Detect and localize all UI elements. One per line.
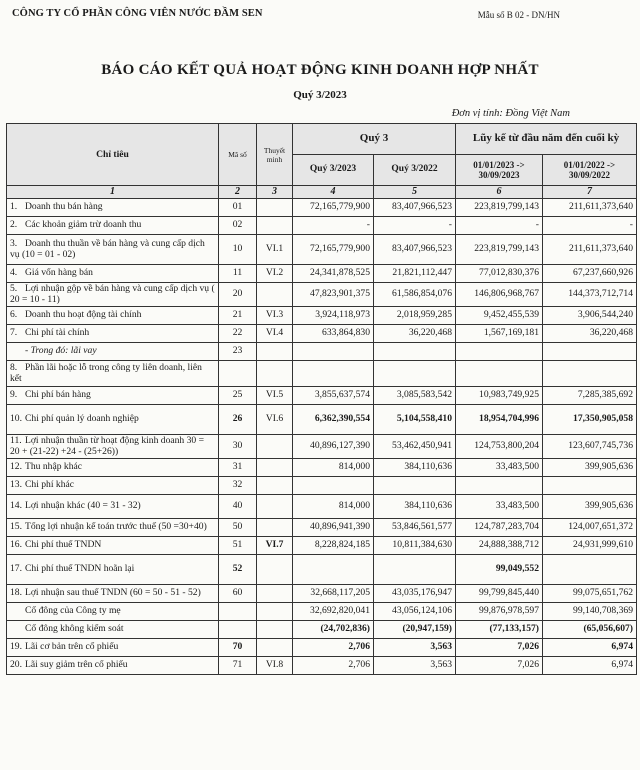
row-ytd-prior: 99,140,708,369 — [543, 602, 637, 620]
row-ytd-current: 33,483,500 — [456, 458, 543, 476]
table-row — [7, 306, 637, 324]
row-label: Lãi suy giảm trên cổ phiếu — [25, 659, 128, 671]
row-q-prior: 43,035,176,947 — [374, 584, 456, 602]
row-number: 12. — [10, 461, 22, 473]
row-indicator — [7, 434, 219, 458]
row-label: Lợi nhuận khác (40 = 31 - 32) — [25, 500, 141, 512]
row-code: 30 — [219, 434, 257, 458]
row-ytd-prior: 7,285,385,692 — [543, 386, 637, 404]
report-period: Quý 3/2023 — [293, 89, 347, 101]
row-note — [257, 638, 293, 656]
row-label: Tổng lợi nhuận kế toán trước thuế (50 =30+40) — [25, 521, 207, 533]
row-note — [257, 602, 293, 620]
row-ytd-current: 124,753,800,204 — [456, 434, 543, 458]
income-statement-table — [6, 123, 637, 675]
row-q-current: 32,692,820,041 — [293, 602, 374, 620]
row-q-prior: 384,110,636 — [374, 494, 456, 518]
row-ytd-current: (77,133,157) — [456, 620, 543, 638]
row-ytd-current: 7,026 — [456, 656, 543, 674]
row-ytd-current: 77,012,830,376 — [456, 264, 543, 282]
row-q-prior — [374, 342, 456, 360]
row-indicator — [7, 602, 219, 620]
row-indicator — [7, 386, 219, 404]
row-note — [257, 458, 293, 476]
row-ytd-current: 18,954,704,996 — [456, 404, 543, 434]
row-number: 14. — [10, 500, 22, 512]
row-label: Chi phí khác — [25, 479, 75, 491]
header-note: Thuyết minh — [257, 124, 293, 186]
row-ytd-prior: 399,905,636 — [543, 494, 637, 518]
header-q-current: Quý 3/2023 — [293, 155, 374, 186]
row-indicator — [7, 216, 219, 234]
table-row — [7, 458, 637, 476]
row-note — [257, 584, 293, 602]
row-indicator — [7, 620, 219, 638]
row-number: 5. — [10, 282, 18, 294]
row-q-prior: 10,811,384,630 — [374, 536, 456, 554]
row-label: Các khoản giảm trừ doanh thu — [25, 219, 142, 231]
row-label: - Trong đó: lãi vay — [25, 345, 97, 357]
row-code: 02 — [219, 216, 257, 234]
row-q-prior: 53,846,561,577 — [374, 518, 456, 536]
row-note — [257, 282, 293, 306]
row-label: Doanh thu thuần về bán hàng và cung cấp dịch vụ (10 = 01 - 02) — [10, 237, 205, 260]
row-q-prior: 61,586,854,076 — [374, 282, 456, 306]
row-note — [257, 554, 293, 584]
row-ytd-prior: - — [543, 216, 637, 234]
row-indicator — [7, 264, 219, 282]
table-row — [7, 404, 637, 434]
row-note — [257, 476, 293, 494]
row-number: 10. — [10, 413, 22, 425]
row-label: Lợi nhuận sau thuế TNDN (60 = 50 - 51 - 52) — [25, 587, 201, 599]
row-ytd-prior: 17,350,905,058 — [543, 404, 637, 434]
row-q-current — [293, 476, 374, 494]
row-label: Giá vốn hàng bán — [25, 267, 93, 279]
table-row — [7, 434, 637, 458]
row-note — [257, 620, 293, 638]
row-ytd-prior: (65,056,607) — [543, 620, 637, 638]
row-ytd-current: 223,819,799,143 — [456, 198, 543, 216]
row-q-current: - — [293, 216, 374, 234]
row-indicator — [7, 536, 219, 554]
row-number: 18. — [10, 587, 22, 599]
table-row — [7, 360, 637, 386]
row-ytd-prior: 123,607,745,736 — [543, 434, 637, 458]
table-row — [7, 536, 637, 554]
row-indicator — [7, 404, 219, 434]
row-q-current: 24,341,878,525 — [293, 264, 374, 282]
row-code — [219, 620, 257, 638]
row-note: VI.1 — [257, 234, 293, 264]
col-number: 4 — [293, 186, 374, 199]
row-label: Doanh thu bán hàng — [25, 201, 103, 213]
row-q-prior: (20,947,159) — [374, 620, 456, 638]
row-note — [257, 360, 293, 386]
row-ytd-current: 146,806,968,767 — [456, 282, 543, 306]
row-note: VI.6 — [257, 404, 293, 434]
report-title: BÁO CÁO KẾT QUẢ HOẠT ĐỘNG KINH DOANH HỢP NHẤT — [101, 62, 539, 78]
row-ytd-current — [456, 476, 543, 494]
table-row — [7, 324, 637, 342]
row-code: 60 — [219, 584, 257, 602]
row-code: 20 — [219, 282, 257, 306]
row-ytd-prior: 24,931,999,610 — [543, 536, 637, 554]
table-row — [7, 638, 637, 656]
row-code: 51 — [219, 536, 257, 554]
row-code: 31 — [219, 458, 257, 476]
row-q-current: 72,165,779,900 — [293, 198, 374, 216]
row-label: Cổ đông không kiểm soát — [25, 623, 124, 635]
row-number: 11. — [10, 434, 22, 446]
row-code: 70 — [219, 638, 257, 656]
row-label: Doanh thu hoạt động tài chính — [25, 309, 142, 321]
row-code: 52 — [219, 554, 257, 584]
row-ytd-current: 33,483,500 — [456, 494, 543, 518]
table-row — [7, 282, 637, 306]
row-number: 19. — [10, 641, 22, 653]
header-ytd-current: 01/01/2023 -> 30/09/2023 — [456, 155, 543, 186]
row-label: Phần lãi hoặc lỗ trong công ty liên doanh, liên kết — [10, 361, 202, 384]
row-q-current: 633,864,830 — [293, 324, 374, 342]
row-number: 17. — [10, 563, 22, 575]
row-number: 13. — [10, 479, 22, 491]
row-ytd-prior: 3,906,544,240 — [543, 306, 637, 324]
row-code: 22 — [219, 324, 257, 342]
row-q-current: 6,362,390,554 — [293, 404, 374, 434]
row-indicator — [7, 554, 219, 584]
row-ytd-prior: 67,237,660,926 — [543, 264, 637, 282]
row-q-current: 40,896,127,390 — [293, 434, 374, 458]
row-indicator — [7, 656, 219, 674]
row-label: Lãi cơ bản trên cổ phiếu — [25, 641, 119, 653]
row-number: 16. — [10, 539, 22, 551]
row-indicator — [7, 282, 219, 306]
row-q-prior: 83,407,966,523 — [374, 234, 456, 264]
row-note — [257, 518, 293, 536]
row-indicator — [7, 324, 219, 342]
row-number: 20. — [10, 659, 22, 671]
row-q-current: 814,000 — [293, 494, 374, 518]
row-indicator — [7, 494, 219, 518]
row-note — [257, 342, 293, 360]
col-number: 5 — [374, 186, 456, 199]
row-indicator — [7, 458, 219, 476]
row-q-prior: - — [374, 216, 456, 234]
row-code: 25 — [219, 386, 257, 404]
row-ytd-current: - — [456, 216, 543, 234]
row-code: 21 — [219, 306, 257, 324]
table-row — [7, 198, 637, 216]
row-number: 6. — [10, 309, 18, 321]
row-q-prior: 3,563 — [374, 638, 456, 656]
row-q-prior — [374, 360, 456, 386]
row-label: Chi phí thuế TNDN hoãn lại — [25, 563, 135, 575]
row-indicator — [7, 476, 219, 494]
row-ytd-current: 99,799,845,440 — [456, 584, 543, 602]
col-number: 1 — [7, 186, 219, 199]
table-row — [7, 386, 637, 404]
row-ytd-prior: 99,075,651,762 — [543, 584, 637, 602]
row-indicator — [7, 518, 219, 536]
table-row — [7, 494, 637, 518]
row-ytd-current: 1,567,169,181 — [456, 324, 543, 342]
row-note: VI.7 — [257, 536, 293, 554]
row-ytd-prior — [543, 342, 637, 360]
row-q-prior — [374, 476, 456, 494]
row-q-current — [293, 342, 374, 360]
row-q-current: 2,706 — [293, 656, 374, 674]
row-ytd-prior: 211,611,373,640 — [543, 234, 637, 264]
row-number: 3. — [10, 237, 18, 249]
row-code — [219, 360, 257, 386]
row-number: 8. — [10, 361, 18, 373]
row-ytd-current — [456, 342, 543, 360]
row-number: 15. — [10, 521, 22, 533]
table-row — [7, 656, 637, 674]
row-q-prior: 384,110,636 — [374, 458, 456, 476]
row-q-prior: 83,407,966,523 — [374, 198, 456, 216]
table-row — [7, 342, 637, 360]
row-indicator — [7, 360, 219, 386]
row-q-current: 3,855,637,574 — [293, 386, 374, 404]
header-code: Mã số — [219, 124, 257, 186]
row-q-prior: 36,220,468 — [374, 324, 456, 342]
row-ytd-current: 99,049,552 — [456, 554, 543, 584]
row-label: Lợi nhuận thuần từ hoạt động kinh doanh 30 = 20 + (21-22) +24 - (25+26)) — [10, 434, 205, 457]
row-q-prior: 5,104,558,410 — [374, 404, 456, 434]
row-indicator — [7, 234, 219, 264]
row-ytd-current: 99,876,978,597 — [456, 602, 543, 620]
form-number: Mẫu số B 02 - DN/HN — [477, 10, 560, 20]
row-ytd-current: 9,452,455,539 — [456, 306, 543, 324]
row-ytd-prior — [543, 554, 637, 584]
table-row — [7, 264, 637, 282]
row-ytd-prior — [543, 476, 637, 494]
row-q-current — [293, 360, 374, 386]
row-code: 01 — [219, 198, 257, 216]
row-code: 71 — [219, 656, 257, 674]
row-code: 10 — [219, 234, 257, 264]
row-indicator — [7, 584, 219, 602]
row-q-current: 2,706 — [293, 638, 374, 656]
row-label: Thu nhập khác — [25, 461, 83, 473]
col-number: 7 — [543, 186, 637, 199]
row-note: VI.4 — [257, 324, 293, 342]
row-label: Chi phí quản lý doanh nghiệp — [25, 413, 139, 425]
row-number: 7. — [10, 327, 18, 339]
row-ytd-current: 24,888,388,712 — [456, 536, 543, 554]
row-ytd-prior: 144,373,712,714 — [543, 282, 637, 306]
row-number: 4. — [10, 267, 18, 279]
row-label: Chi phí tài chính — [25, 327, 90, 339]
row-ytd-prior: 124,007,651,372 — [543, 518, 637, 536]
currency-unit: Đơn vị tính: Đồng Việt Nam — [451, 108, 570, 119]
row-note — [257, 198, 293, 216]
row-ytd-prior: 6,974 — [543, 638, 637, 656]
row-q-prior: 43,056,124,106 — [374, 602, 456, 620]
table-row — [7, 518, 637, 536]
row-q-current: 40,896,941,390 — [293, 518, 374, 536]
row-label: Cổ đông của Công ty mẹ — [25, 605, 121, 617]
row-note: VI.8 — [257, 656, 293, 674]
table-row — [7, 584, 637, 602]
row-q-prior: 53,462,450,941 — [374, 434, 456, 458]
row-indicator — [7, 638, 219, 656]
row-q-prior: 21,821,112,447 — [374, 264, 456, 282]
header-ytd-prior: 01/01/2022 -> 30/09/2022 — [543, 155, 637, 186]
header-ytd: Lũy kế từ đầu năm đến cuối kỳ — [456, 124, 637, 155]
row-note: VI.2 — [257, 264, 293, 282]
row-q-prior: 3,085,583,542 — [374, 386, 456, 404]
row-code: 40 — [219, 494, 257, 518]
row-label: Chi phí thuế TNDN — [25, 539, 102, 551]
row-code: 50 — [219, 518, 257, 536]
table-row — [7, 620, 637, 638]
row-number: 2. — [10, 219, 18, 231]
col-number: 2 — [219, 186, 257, 199]
row-q-current: 32,668,117,205 — [293, 584, 374, 602]
row-ytd-prior: 399,905,636 — [543, 458, 637, 476]
row-ytd-prior — [543, 360, 637, 386]
row-ytd-prior: 6,974 — [543, 656, 637, 674]
row-q-prior — [374, 554, 456, 584]
header-q-prior: Quý 3/2022 — [374, 155, 456, 186]
row-ytd-current: 223,819,799,143 — [456, 234, 543, 264]
row-q-current: 3,924,118,973 — [293, 306, 374, 324]
row-q-current — [293, 554, 374, 584]
row-code — [219, 602, 257, 620]
table-row — [7, 216, 637, 234]
header-quarter: Quý 3 — [293, 124, 456, 155]
row-q-prior: 3,563 — [374, 656, 456, 674]
col-number: 6 — [456, 186, 543, 199]
row-ytd-current — [456, 360, 543, 386]
company-name: CÔNG TY CỔ PHẦN CÔNG VIÊN NƯỚC ĐẦM SEN — [12, 8, 263, 19]
table-row — [7, 476, 637, 494]
row-indicator — [7, 342, 219, 360]
row-code: 26 — [219, 404, 257, 434]
header-indicator: Chỉ tiêu — [7, 124, 219, 186]
row-note: VI.3 — [257, 306, 293, 324]
table-row — [7, 234, 637, 264]
row-ytd-current: 124,787,283,704 — [456, 518, 543, 536]
row-ytd-current: 10,983,749,925 — [456, 386, 543, 404]
row-note — [257, 216, 293, 234]
row-q-current: 72,165,779,900 — [293, 234, 374, 264]
row-q-prior: 2,018,959,285 — [374, 306, 456, 324]
row-indicator — [7, 198, 219, 216]
row-label: Lợi nhuận gộp về bán hàng và cung cấp dịch vụ ( 20 = 10 - 11) — [10, 282, 215, 305]
row-ytd-prior: 211,611,373,640 — [543, 198, 637, 216]
row-number: 1. — [10, 201, 18, 213]
col-number: 3 — [257, 186, 293, 199]
row-q-current: 8,228,824,185 — [293, 536, 374, 554]
row-indicator — [7, 306, 219, 324]
row-q-current: 814,000 — [293, 458, 374, 476]
row-ytd-prior: 36,220,468 — [543, 324, 637, 342]
row-label: Chi phí bán hàng — [25, 389, 91, 401]
row-ytd-current: 7,026 — [456, 638, 543, 656]
row-q-current: 47,823,901,375 — [293, 282, 374, 306]
row-number: 9. — [10, 389, 18, 401]
row-code: 23 — [219, 342, 257, 360]
row-note: VI.5 — [257, 386, 293, 404]
table-row — [7, 602, 637, 620]
row-note — [257, 494, 293, 518]
row-code: 32 — [219, 476, 257, 494]
row-note — [257, 434, 293, 458]
row-q-current: (24,702,836) — [293, 620, 374, 638]
table-row — [7, 554, 637, 584]
row-code: 11 — [219, 264, 257, 282]
